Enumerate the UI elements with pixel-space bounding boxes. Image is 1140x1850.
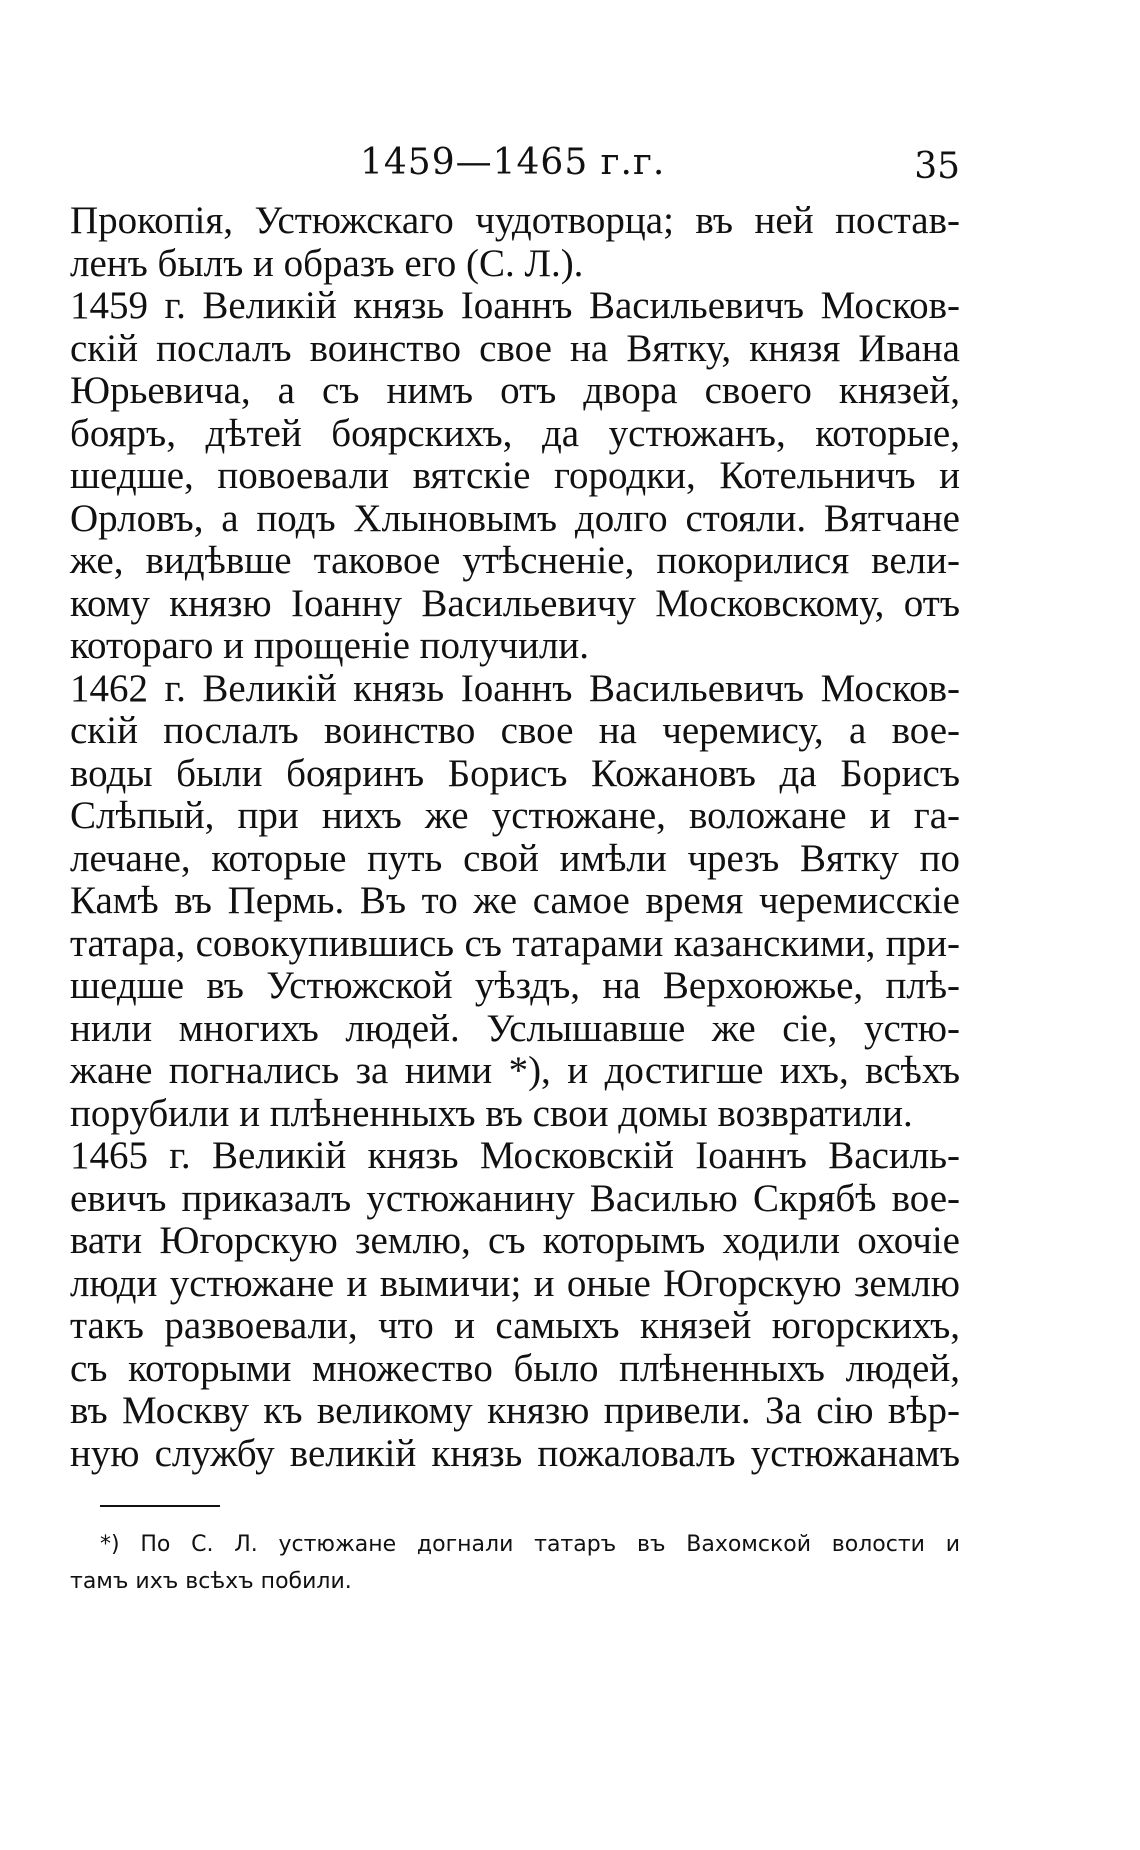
footnote-line: *) По С. Л. устюжане догнали татаръ въ Вахомской волости и <box>100 1532 960 1557</box>
text-line: Слѣпый, при нихъ же устюжане, воложане и га- <box>70 794 960 837</box>
page-number: 35 <box>914 146 960 187</box>
text-line: шедше, повоевали вятскіе городки, Котельничъ и <box>70 454 960 497</box>
text-line: воды были бояринъ Борисъ Кожановъ да Борисъ <box>70 751 960 795</box>
text-line: нили многихъ людей. Услышавше же сіе, устю- <box>70 1006 960 1050</box>
text-line: ную службу великій князь пожаловалъ устюжанамъ <box>70 1431 960 1475</box>
text-line: Орловъ, а подъ Хлыновымъ долго стояли. Вятчане <box>70 496 960 540</box>
footnote-line: тамъ ихъ всѣхъ побили. <box>70 1569 352 1594</box>
text-line: ленъ былъ и образъ его (С. Л.). <box>70 241 584 285</box>
text-line: порубили и плѣненныхъ въ свои домы возвратили. <box>70 1091 913 1135</box>
text-line: скій послалъ воинство свое на Вятку, князя Ивана <box>70 326 960 370</box>
text-line: 1465 г. Великій князь Московскій Іоаннъ Василь- <box>70 1134 960 1177</box>
running-head <box>70 142 960 194</box>
book-page <box>70 0 960 1850</box>
body-text <box>70 200 960 1475</box>
text-line: жане погнались за ними *), и достигше ихъ, всѣхъ <box>70 1049 960 1092</box>
text-line: же, видѣвше таковое утѣсненіе, покорилися вели- <box>70 539 960 582</box>
footnote <box>70 1526 960 1600</box>
text-line: вати Югорскую землю, съ которымъ ходили охочіе <box>70 1219 960 1262</box>
text-line: 1462 г. Великій князь Іоаннъ Васильевичъ Москов- <box>70 666 960 710</box>
text-line: шедше въ Устюжской уѣздъ, на Верхоюжье, плѣ- <box>70 964 960 1007</box>
text-line: Прокопія, Устюжскаго чудотворца; въ ней постав- <box>70 199 960 242</box>
text-line: съ которыми множество было плѣненныхъ людей, <box>70 1346 960 1390</box>
text-line: кому князю Іоанну Васильевичу Московскому, отъ <box>70 581 960 625</box>
text-line: въ Москву къ великому князю привели. За сію вѣр- <box>70 1389 960 1432</box>
footnote-rule <box>100 1505 220 1507</box>
text-line: татара, совокупившись съ татарами казанскими, при- <box>70 921 960 965</box>
text-line: евичъ приказалъ устюжанину Василью Скрябѣ вое- <box>70 1176 960 1220</box>
text-line: бояръ, дѣтей боярскихъ, да устюжанъ, которые, <box>70 411 960 455</box>
text-line: скій послалъ воинство свое на черемису, а вое- <box>70 709 960 752</box>
text-line: Камѣ въ Пермь. Въ то же самое время черемисскіе <box>70 879 960 922</box>
running-title: 1459—1465 г.г. <box>360 142 666 183</box>
text-line: 1459 г. Великій князь Іоаннъ Васильевичъ Москов- <box>70 284 960 327</box>
text-line: такъ развоевали, что и самыхъ князей югорскихъ, <box>70 1304 960 1347</box>
text-line: лечане, которые путь свой имѣли чрезъ Вятку по <box>70 836 960 880</box>
text-line: котораго и прощеніе получили. <box>70 624 590 667</box>
text-line: люди устюжане и вымичи; и оные Югорскую землю <box>70 1261 960 1305</box>
text-line: Юрьевича, а съ нимъ отъ двора своего князей, <box>70 369 960 412</box>
